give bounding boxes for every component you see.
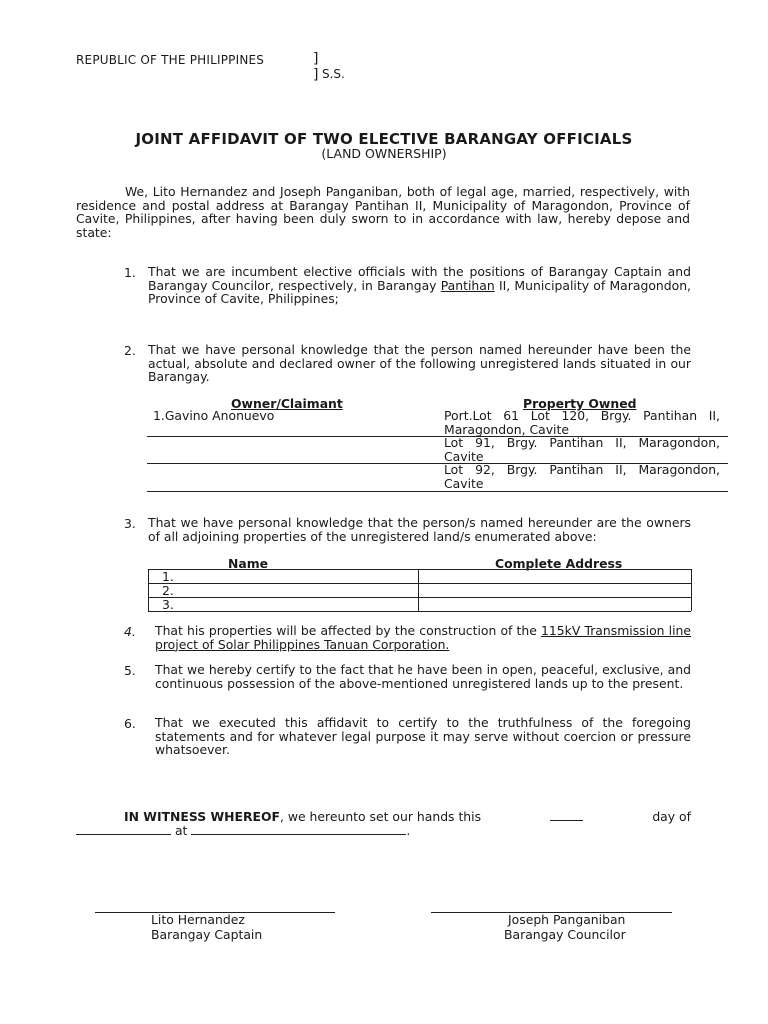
item-1-barangay: Pantihan	[440, 277, 495, 293]
adjoining-row-number: 3.	[162, 597, 174, 612]
witness-clause	[124, 809, 691, 824]
item-1-text	[148, 265, 691, 306]
property-cell: Lot 91, Brgy. Pantihan II, Maragondon, Cavite	[444, 435, 720, 464]
signatory-name: Lito Hernandez	[151, 912, 245, 927]
witness-line-2	[76, 823, 410, 838]
address-column-header: Complete Address	[495, 556, 623, 571]
owner-cell: 1.Gavino Anonuevo	[153, 408, 275, 423]
item-5-text: That we hereby certify to the fact that he have been in open, peaceful, exclusive, and continuous possession of the above-mentioned unregistered lands up to the present.	[155, 662, 691, 691]
item-4-text	[155, 624, 691, 651]
item-6-text: That we executed this affidavit to certify to the truthfulness of the foregoing statements and for whatever legal purpose it may serve without coercion or pressure whatsoever.	[155, 715, 691, 757]
table-rule	[148, 569, 691, 570]
witness-end: .	[406, 823, 411, 838]
place-blank	[191, 824, 406, 835]
property-cell: Port.Lot 61 Lot 120, Brgy. Pantihan II, Maragondon, Cavite	[444, 408, 720, 437]
item-4-project: 115kV Transmission line project of Solar Philippines Tanuan Corporation.	[155, 623, 691, 652]
adjoining-row-number: 2.	[162, 583, 174, 598]
witness-day: day of	[652, 809, 691, 824]
day-blank	[550, 810, 583, 821]
table-border	[148, 569, 149, 611]
witness-at: at	[174, 823, 188, 838]
signatory-position: Barangay Councilor	[504, 927, 626, 942]
table-border	[691, 569, 692, 611]
item-2-text: That we have personal knowledge that the person named hereunder have been the actual, absolute and declared owner of the following unregistered lands situated in our Barangay.	[148, 342, 691, 384]
property-cell: Lot 92, Brgy. Pantihan II, Maragondon, Cavite	[444, 462, 720, 491]
month-blank	[76, 824, 171, 835]
item-3-text: That we have personal knowledge that the person/s named hereunder are the owners of all adjoining properties of the unregistered land/s enumerated above:	[148, 515, 691, 544]
venue-bracket: ]	[313, 51, 319, 67]
owner-column-header: Owner/Claimant	[231, 396, 343, 411]
intro-paragraph: We, Lito Hernandez and Joseph Panganiban, both of legal age, married, respectively, with residence and postal address at Barangay Pantihan II, Municipality of Maragondon, Province of Cavite, Philippines, after having been duly sworn to in accordance with law, hereby depose and state:	[76, 184, 690, 240]
item-number: 2.	[124, 343, 136, 358]
item-number: 5.	[124, 663, 136, 678]
ss-label: S.S.	[322, 67, 345, 81]
signatory-position: Barangay Captain	[151, 927, 263, 942]
item-number: 6.	[124, 716, 136, 731]
signatory-name: Joseph Panganiban	[508, 912, 626, 927]
item-number: 3.	[124, 516, 136, 531]
property-column-header: Property Owned	[523, 396, 637, 411]
item-number: 4.	[124, 624, 136, 639]
item-number: 1.	[124, 265, 136, 280]
table-rule	[148, 611, 691, 612]
table-rule	[148, 597, 691, 598]
document-subtitle: (LAND OWNERSHIP)	[321, 146, 447, 161]
venue-header: REPUBLIC OF THE PHILIPPINES	[76, 53, 265, 67]
witness-lead: IN WITNESS WHEREOF	[124, 809, 280, 824]
venue-bracket: ]	[313, 67, 319, 83]
item-4-text-pre: That his properties will be affected by the construction of the	[155, 623, 542, 638]
item-1-text-pre: That we are incumbent elective officials with the positions of Barangay Captain and Barangay Councilor, respectively, in Barangay	[148, 264, 691, 293]
name-column-header: Name	[228, 556, 269, 571]
document-title: JOINT AFFIDAVIT OF TWO ELECTIVE BARANGAY OFFICIALS	[135, 130, 633, 148]
adjoining-row-number: 1.	[162, 569, 174, 584]
table-border	[418, 569, 419, 611]
table-rule	[147, 491, 728, 492]
item-1-text-post: II, Municipality of Maragondon, Province of Cavite, Philippines;	[148, 277, 691, 306]
table-rule	[148, 583, 691, 584]
witness-text: , we hereunto set our hands this	[279, 809, 482, 824]
